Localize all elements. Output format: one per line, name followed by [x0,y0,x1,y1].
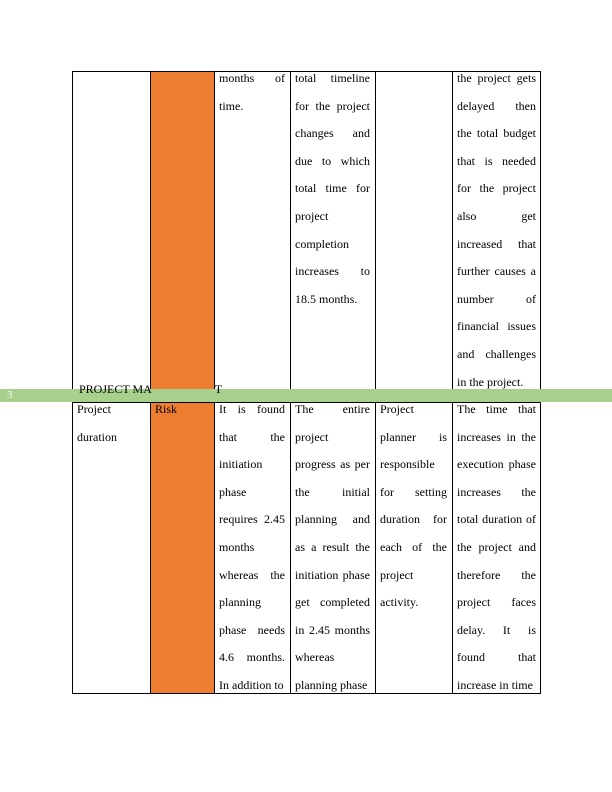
table-cell [214,396,290,700]
running-head-text: PROJECT MA [79,382,152,396]
cell-line: project [295,208,329,223]
cell-line: progress as per [295,457,370,472]
cell-line: for setting [380,484,447,499]
cell-line: duration [77,429,117,444]
cell-line: each of the [380,539,447,554]
cell-line: in the project. [457,374,524,389]
cell-line: time. [219,98,244,113]
cell-line: whereas [295,650,335,665]
cell-line: planning [219,595,261,610]
cell-line: The time that [457,402,536,416]
table-cell [290,396,375,700]
cell-line: whereas the [219,567,285,582]
cell-line: get completed [295,595,370,610]
cell-line: months [219,539,255,554]
cell-line: phase needs [219,622,285,637]
cell-line: increased that [457,236,536,251]
cell-line: project [380,567,414,582]
cell-line: Risk [155,402,178,416]
cell-line: therefore the [457,567,536,582]
cell-line: planner is [380,429,447,444]
cell-line: initiation phase [295,567,370,582]
cell-line: initiation [219,457,263,472]
cell-line: 4.6 months. [219,650,285,665]
table-cell [290,65,375,313]
cell-line: delayed then [457,98,536,113]
cell-line: Project [77,402,111,416]
cell-line: as a result the [295,539,370,554]
cell-line: In addition to [219,677,284,692]
cell-line: increases to [295,264,370,279]
table-cell [452,65,541,396]
table-cell [452,396,541,700]
cell-line: increases the [457,484,536,499]
cell-line: delay. It is [457,622,536,637]
cell-line: number of [457,291,536,306]
cell-line: planning and [295,512,370,527]
cell-line: increase in time [457,677,533,692]
cell-line: financial issues [457,319,536,334]
cell-line: responsible [380,457,435,472]
cell-line: activity. [380,595,419,610]
cell-line: Project [380,402,414,416]
cell-line: total time for [295,181,370,196]
cell-line: The entire [295,402,370,416]
table-cell [72,396,150,451]
cell-line: execution phase [457,457,536,472]
cell-line: completion [295,236,349,251]
cell-line: project faces [457,595,536,610]
table-cell [214,65,290,120]
cell-line: 18.5 months. [295,291,358,306]
cell-line: for the project [457,181,536,196]
cell-line: the project and [457,539,536,554]
cell-line: found that [457,650,536,665]
cell-line: changes and [295,126,370,141]
cell-line: due to which [295,153,370,168]
cell-line: It is found [219,402,285,416]
cell-line: project [295,429,329,444]
cell-line: requires 2.45 [219,512,285,527]
running-head-tail: T [214,382,223,396]
cell-line: also get [457,208,536,223]
cell-line: further causes a [457,264,536,279]
cell-line: and challenges [457,346,536,361]
cell-line: phase [219,484,247,499]
cell-line: planning phase [295,677,368,692]
table-cell [375,396,452,617]
cell-line: for the project [295,98,370,113]
cell-line: total duration of [457,512,536,527]
cell-line: the initial [295,484,370,499]
cell-line: that the [219,429,285,444]
cell-line: increases in the [457,429,536,444]
running-head [79,382,222,396]
cell-line: the project gets [457,71,536,85]
cell-line: in 2.45 months [295,622,370,637]
page-number: 3 [7,389,13,401]
cell-line: the total budget [457,126,536,141]
cell-line: duration for [380,512,447,527]
cell-line: months of [219,71,285,85]
cell-line: that is needed [457,153,536,168]
cell-line: total timeline [295,71,370,85]
